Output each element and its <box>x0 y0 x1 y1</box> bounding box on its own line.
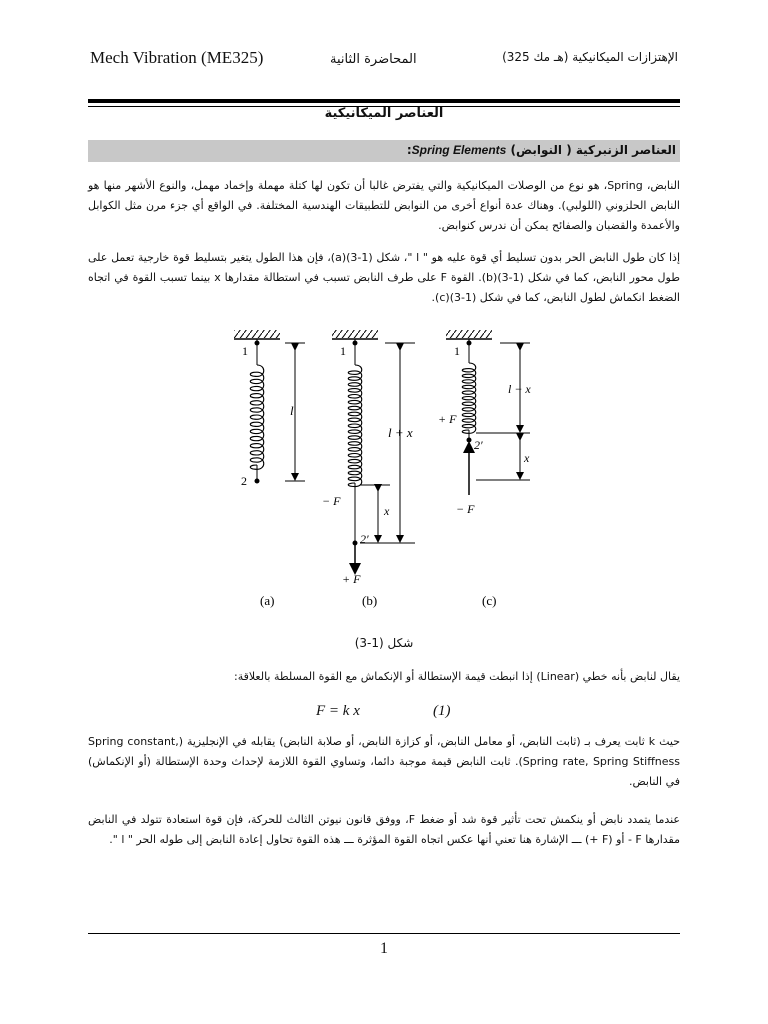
header-rule-thick <box>88 99 680 103</box>
label-b-plus-f: + F <box>342 572 361 586</box>
spring-coil-a <box>250 365 264 469</box>
header-course-en: Mech Vibration (ME325) <box>90 48 264 67</box>
panel-a <box>234 330 305 608</box>
footer-rule <box>88 933 680 934</box>
paragraph-linear-spring: يقال لنابض بأنه خطي (Linear) إذا انبطت قيمة الإستطالة أو الإنكماش مع القوة المسلطة بالعلاقة: <box>234 670 680 683</box>
header-course-ar: الإهتزازات الميكانيكية (هـ مك 325) <box>502 50 678 64</box>
label-a1: 1 <box>242 344 248 358</box>
node-b1 <box>353 341 358 346</box>
node-a1 <box>255 341 260 346</box>
paragraph-free-length: إذا كان طول النابض الحر بدون تسليط أي قوة عليه هو " l "، شكل (1-3)(a)، فإن هذا الطول يتغير بتسليط قوة خارجية تعمل على طول محور النابض، كما في شكل (1-3)(b). القوة F على طرف النابض تسبب في استطالة مقدارها x بينما تسبب القوة في اتجاه الضغط انكماش لطول النابض، كما في شكل (1-3)(c). <box>88 251 680 304</box>
label-a-l: l <box>290 403 294 418</box>
label-b-x: x <box>384 504 390 518</box>
node-c1 <box>467 341 472 346</box>
label-c-minus-f: − F <box>456 502 475 516</box>
node-b2 <box>353 541 358 546</box>
label-b-l-plus-x: l + x <box>388 425 413 440</box>
label-c-x: x <box>524 451 530 465</box>
paragraph-restoring-force: عندما يتمدد نابض أو ينكمش تحت تأثير قوة شد أو ضغط F، ووفق قانون نيوتن الثالث للحركة، فإن قوة استعادة تتولد في النابض مقدارها F - أو (F +) ـــ الإشارة هنا تعني أنها عكس اتجاه القوة المؤثرة ـــ هذه القوة تحاول إعادة النابض إلى طوله الحر " l ". <box>88 813 680 846</box>
label-c1: 1 <box>454 344 460 358</box>
subsection-heading <box>88 143 676 157</box>
label-b1: 1 <box>340 344 346 358</box>
label-b2p: 2′ <box>360 532 369 546</box>
figure-caption: شكل (1-3) <box>354 636 414 650</box>
header-lecture: المحاضرة الثانية <box>330 52 417 67</box>
page-number: 1 <box>380 940 388 957</box>
node-c2p <box>467 438 472 443</box>
panel-label-a: (a) <box>260 593 275 608</box>
spring-figure <box>220 325 540 625</box>
paragraph-spring-constant: حيث k ثابت يعرف بـ (ثابت النابض، أو معامل النابض، أو كزازة النابض، أو صلابة النابض) يقابله في الإنجليزية (Spring constant, Spring rate, Spring Stiffness). ثابت النابض قيمة موجبة دائما، وتساوي القوة اللازمة لإحداث وحدة الإستطالة (أو الإنكماش) في النابض. <box>88 735 681 788</box>
subsection-ar: العناصر الزنبركية ( النوابض) <box>510 143 676 157</box>
hookes-law-formula: F = k x <box>316 703 360 719</box>
label-c-l-minus-x: l − x <box>508 382 531 396</box>
panel-label-c: (c) <box>482 593 497 608</box>
spring-coil-b <box>348 365 362 487</box>
equation-number: (1) <box>433 703 451 719</box>
paragraph-spring-intro: النابض، Spring، هو نوع من الوصلات الميكانيكية والتي يفترض غالبا أن تكون لها كتلة مهملة وإخماد مهمل، والنوع الأشهر منها هو النابض الحلزوني (اللولبي). وهناك عدة أنواع أخرى من النوابض للتطبيقات الهندسية المختلفة. في الواقع أي جزء مرن مثل الكوابل والأعمدة والقضبان والصفائح يمكن أن ندرس كنوابض. <box>88 179 680 232</box>
section-title: العناصر الميكانيكية <box>324 106 444 121</box>
label-c2p: 2′ <box>474 438 483 452</box>
spring-coil-c <box>462 363 476 433</box>
subsection-colon: : <box>406 143 412 157</box>
subsection-en: Spring Elements <box>411 143 507 157</box>
panel-label-b: (b) <box>362 593 378 608</box>
label-c-plus-f: + F <box>438 412 457 426</box>
label-a2: 2 <box>241 474 247 488</box>
panel-c <box>438 330 531 608</box>
node-a2 <box>255 479 260 484</box>
label-b-minus-f: − F <box>322 494 341 508</box>
panel-b <box>322 330 415 608</box>
